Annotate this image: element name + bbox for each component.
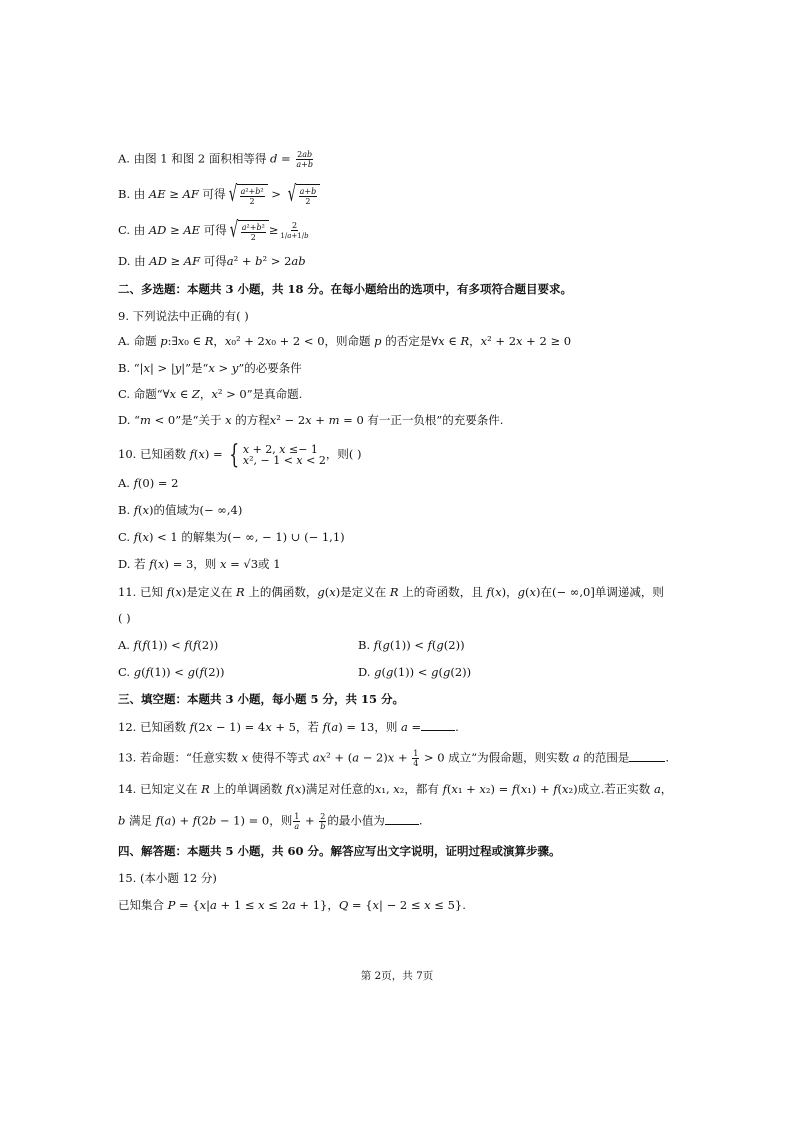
- q9-option-b: B. “|x| > |y|”是“x > y”的必要条件: [118, 361, 302, 375]
- section2-heading: 二、多选题：本题共 3 小题，共 18 分。在每小题给出的选项中，有多项符合题目要求。: [118, 282, 573, 296]
- q14-line2: b 满足 f(a) + f(2b − 1) = 0，则 $\frac{1}{a}$ + $\frac{2}{b}$ 的最小值为 .: [118, 812, 423, 831]
- q11-paren: ( ): [118, 611, 131, 625]
- q15-stem: 已知集合 P = {x|a + 1 ≤ x ≤ 2a + 1}，Q = {x| − 2 ≤ x ≤ 5}.: [118, 898, 466, 912]
- q10-option-a: A. f(0) = 2: [118, 476, 179, 490]
- q8-option-c: C. 由 AD ≥ AE 可得 √ $\frac{\text{a²+b²}}{2}$ ≥ $\frac{2}{1/a+1/b}$: [118, 218, 309, 243]
- q10-option-b: B. f(x)的值域为(− ∞,4): [118, 503, 243, 517]
- q11-option-a: A. f(f(1)) < f(f(2)): [118, 638, 219, 652]
- q11-option-d: D. g(g(1)) < g(g(2)): [358, 665, 472, 679]
- q13-blank[interactable]: [629, 751, 665, 762]
- q9-option-a: A. 命题 p:∃x₀ ∈ R，x₀² + 2x₀ + 2 < 0，则命题 p 的否定是∀x ∈ R，x² + 2x + 2 ≥ 0: [118, 334, 572, 348]
- q11-option-c: C. g(f(1)) < g(f(2)): [118, 665, 225, 679]
- q11-stem: 11. 已知 f(x)是定义在 R 上的偶函数，g(x)是定义在 R 上的奇函数，且 f(x)，g(x)在(− ∞,0]单调递减，则: [118, 585, 664, 599]
- q10-stem: 10. 已知函数 f(x) = { x + 2, x ≤− 1 x², − 1 < x < 2 ，则( ): [118, 440, 362, 470]
- section4-heading: 四、解答题：本题共 5 小题，共 60 分。解答应写出文字说明，证明过程或演算步骤。: [118, 844, 561, 858]
- q8-option-b: B. 由 AE ≥ AF 可得 √ $\frac{\text{a²+b²}}{2}$ > √ $\frac{a+b}{2}$: [118, 184, 320, 206]
- q11-option-b: B. f(g(1)) < f(g(2)): [358, 638, 465, 652]
- page-footer: 第 2页，共 7页: [360, 970, 434, 982]
- q9-option-c: C. 命题“∀x ∈ Z，x² > 0”是真命题.: [118, 387, 303, 401]
- q15-title: 15. (本小题 12 分): [118, 871, 217, 885]
- q12: 12. 已知函数 f(2x − 1) = 4x + 5，若 f(a) = 13，则 a = .: [118, 720, 459, 734]
- q14-blank[interactable]: [385, 814, 419, 825]
- q14-line1: 14. 已知定义在 R 上的单调函数 f(x)满足对任意的x₁, x₂，都有 f(x₁ + x₂) = f(x₁) + f(x₂)成立.若正实数 a，: [118, 782, 673, 796]
- q8-option-d: D. 由 AD ≥ AF 可得a² + b² > 2ab: [118, 254, 306, 268]
- q12-blank[interactable]: [421, 720, 455, 731]
- q9-stem: 9. 下列说法中正确的有( ): [118, 309, 249, 323]
- q13: 13. 若命题：“任意实数 x 使得不等式 ax² + (a − 2)x + $\frac{1}{4}$ > 0 成立”为假命题，则实数 a 的范围是 .: [118, 749, 669, 768]
- q10-option-d: D. 若 f(x) = 3，则 x = √3或 1: [118, 557, 281, 571]
- section3-heading: 三、填空题：本题共 3 小题，每小题 5 分，共 15 分。: [118, 692, 405, 706]
- q8-option-a: A. 由图 1 和图 2 面积相等得 d = $\frac{2ab}{a+b}$: [118, 150, 313, 169]
- q10-option-c: C. f(x) < 1 的解集为(− ∞, − 1) ∪ (− 1,1): [118, 530, 345, 544]
- q9-option-d: D. “m < 0”是“关于 x 的方程x² − 2x + m = 0 有一正一负根”的充要条件.: [118, 413, 504, 427]
